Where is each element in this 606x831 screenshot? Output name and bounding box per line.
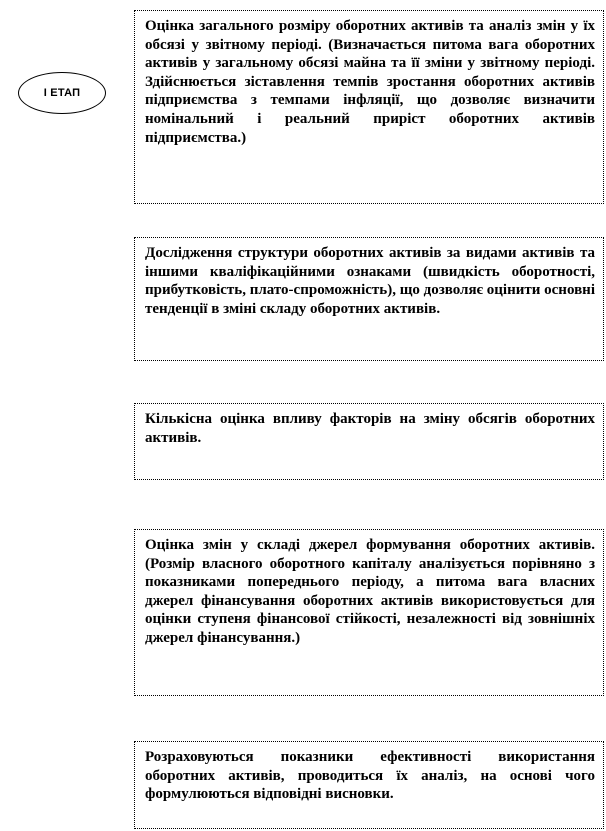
step-box-1 xyxy=(134,10,604,204)
step-text-2: Дослідження структури оборотних активів за видами активів та іншими кваліфікаційними ознаками (швидкість оборотності, прибутковість, плато-спроможність), що дозволяє оцінити основні тенденції в зміні складу оборотних активів. xyxy=(145,245,595,317)
stage-oval xyxy=(18,72,106,114)
step-text-5: Розраховуються показники ефективності використання оборотних активів, проводиться їх аналіз, на основі чого формулюються відповідні висновки. xyxy=(145,749,595,803)
step-box-5 xyxy=(134,741,604,829)
step-box-4 xyxy=(134,529,604,696)
step-text-3: Кількісна оцінка впливу факторів на зміну обсягів оборотних активів. xyxy=(145,411,595,446)
stage-label: І ЕТАП xyxy=(43,87,81,99)
step-text-1: Оцінка загального розміру оборотних активів та аналіз змін у їх обсязі у звітному періоді. (Визначається питома вага оборотних активів у загальному обсязі майна та її зміни у звітному періоді. Здійснюється зіставлення темпів зростання оборотних активів підприємства з темпами інфляції, що дозволяє визначити номінальний і реальний приріст оборотних активів підприємства.) xyxy=(145,18,595,146)
step-box-2 xyxy=(134,237,604,361)
step-text-4: Оцінка змін у складі джерел формування оборотних активів. (Розмір власного оборотного капіталу аналізується порівняно з показниками попереднього періоду, а питома вага власних джерел фінансування оборотних активів використовується для оцінки ступеня фінансової стійкості, незалежності від зовнішніх джерел фінансування.) xyxy=(145,537,595,646)
step-box-3 xyxy=(134,403,604,480)
